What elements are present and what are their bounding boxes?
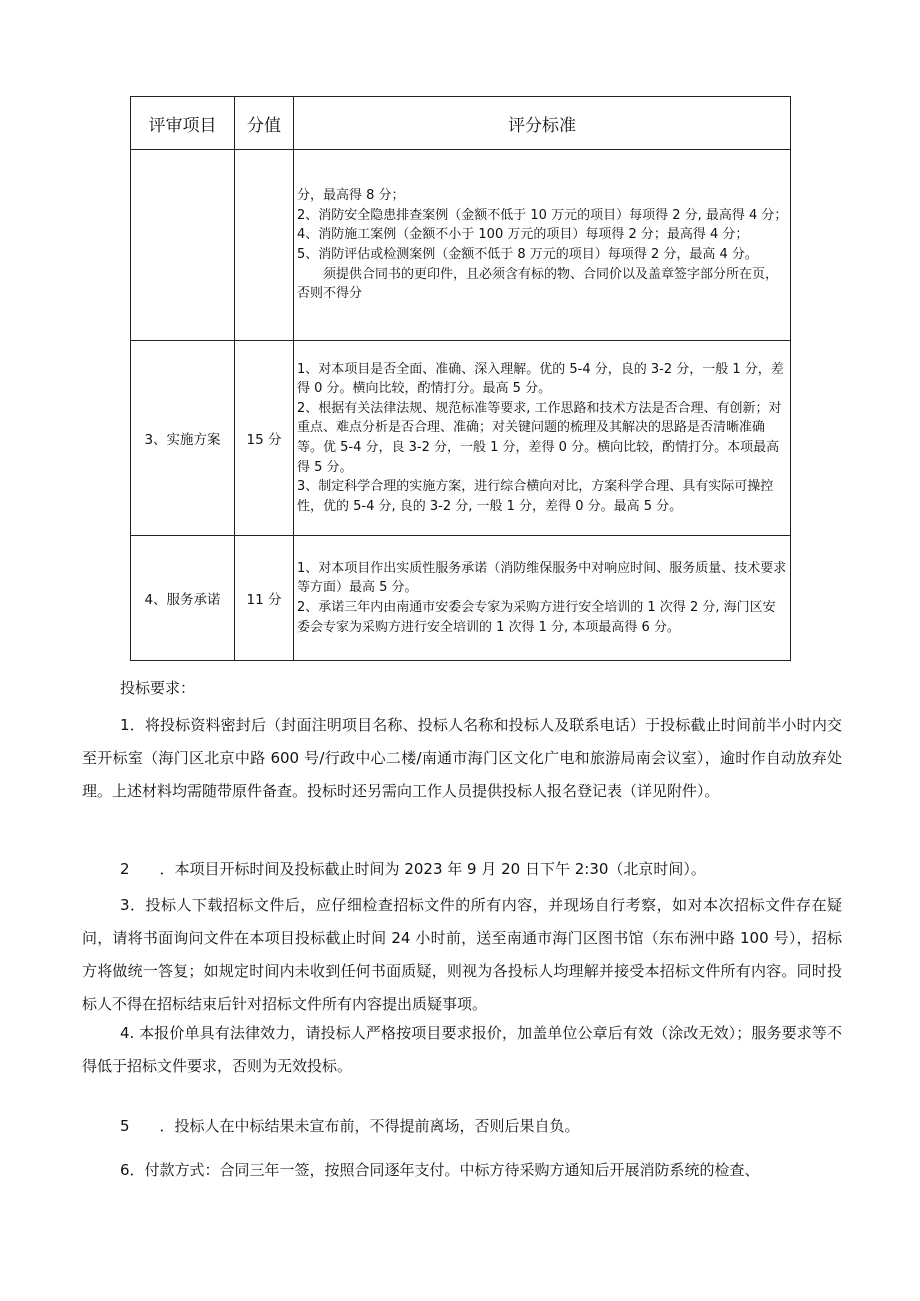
- criteria-line: 4、消防施工案例（金额不小于 100 万元的项目）每项得 2 分；最高得 4 分；: [297, 227, 749, 243]
- requirements-heading: 投标要求：: [120, 679, 196, 697]
- criteria-line: 2、消防安全隐患排查案例（金额不低于 10 万元的项目）每项得 2 分, 最高得 4 分；: [297, 207, 788, 223]
- criteria-line: 5、消防评估或检测案例（金额不低于 8 万元的项目）每项得 2 分，最高 4 分。: [297, 247, 758, 262]
- header-score: 分值: [235, 97, 294, 150]
- row-score: [235, 150, 294, 341]
- row-score: 11 分: [235, 536, 294, 661]
- requirement-item: 6．付款方式：合同三年一签，按照合同逐年支付。中标方待采购方通知后开展消防系统的检查、: [120, 1161, 760, 1179]
- criteria-line: 2、承诺三年内由南通市安委会专家为采购方进行安全培训的 1 次得 2 分, 海门区安委会专家为采购方进行安全培训的 1 次得 1 分, 本项最高得 6 分。: [297, 600, 776, 635]
- criteria-line: 2、根据有关法律法规、规范标准等要求, 工作思路和技术方法是否合理、有创新；对重点、难点分析是否合理、准确；对关键问题的梳理及其解决的思路是否清晰准确等。优 5-4 分，良 3-2 分，一般 1 分，差得 0 分。横向比较，酌情打分。本项最高得 5 分。: [297, 400, 782, 475]
- requirement-item: 4. 本报价单具有法律效力，请投标人严格按项目要求报价，加盖单位公章后有效（涂改无效）；服务要求等不得低于招标文件要求，否则为无效投标。: [82, 1024, 842, 1075]
- scoring-table: [130, 96, 791, 661]
- criteria-note: 须提供合同书的更印件，且必须含有标的物、合同价以及盖章签字部分所在页，否则不得分: [297, 266, 779, 302]
- row-criteria: [294, 341, 791, 536]
- row-score: 15 分: [235, 341, 294, 536]
- table-row: [131, 341, 791, 536]
- row-item: [131, 150, 235, 341]
- table-row: [131, 150, 791, 341]
- row-item: 3、实施方案: [131, 341, 235, 536]
- criteria-line: 分，最高得 8 分；: [297, 188, 405, 204]
- table-header-row: [131, 97, 791, 150]
- row-criteria: [294, 536, 791, 661]
- criteria-line: 3、制定科学合理的实施方案，进行综合横向对比，方案科学合理、具有实际可操控性，优的 5-4 分, 良的 3-2 分, 一般 1 分，差得 0 分。最高 5 分。: [297, 479, 774, 514]
- criteria-line: 1、对本项目是否全面、准确、深入理解。优的 5-4 分，良的 3-2 分，一般 1 分，差得 0 分。横向比较，酌情打分。最高 5 分。: [297, 361, 784, 397]
- requirement-item: 3．投标人下载招标文件后，应仔细检查招标文件的所有内容，并现场自行考察，如对本次招标文件存在疑问，请将书面询问文件在本项目投标截止时间 24 小时前，送至南通市海门区图书馆（东布洲中路 100 号），招标方将做统一答复；如规定时间内未收到任何书面质疑，则视为各投标人均理解并接受本招标文件所有内容。同时投标人不得在招标结束后针对招标文件所有内容提出质疑事项。: [82, 896, 842, 1013]
- requirement-item: 2 ．本项目开标时间及投标截止时间为 2023 年 9 月 20 日下午 2:30（北京时间）。: [120, 860, 706, 878]
- row-criteria: [294, 150, 791, 341]
- row-item: 4、服务承诺: [131, 536, 235, 661]
- criteria-line: 1、对本项目作出实质性服务承诺（消防维保服务中对响应时间、服务质量、技术要求等方面）最高 5 分。: [297, 560, 787, 596]
- header-item: 评审项目: [131, 97, 235, 150]
- requirement-item: 1．将投标资料密封后（封面注明项目名称、投标人名称和投标人及联系电话）于投标截止时间前半小时内交至开标室（海门区北京中路 600 号/行政中心二楼/南通市海门区文化广电和旅游局南会议室），逾时作自动放弃处理。上述材料均需随带原件备查。投标时还另需向工作人员提供投标人报名登记表（详见附件）。: [82, 716, 842, 800]
- table-row: [131, 536, 791, 661]
- requirement-item: 5 ．投标人在中标结果未宣布前，不得提前离场，否则后果自负。: [120, 1117, 580, 1135]
- header-criteria: 评分标准: [294, 97, 791, 150]
